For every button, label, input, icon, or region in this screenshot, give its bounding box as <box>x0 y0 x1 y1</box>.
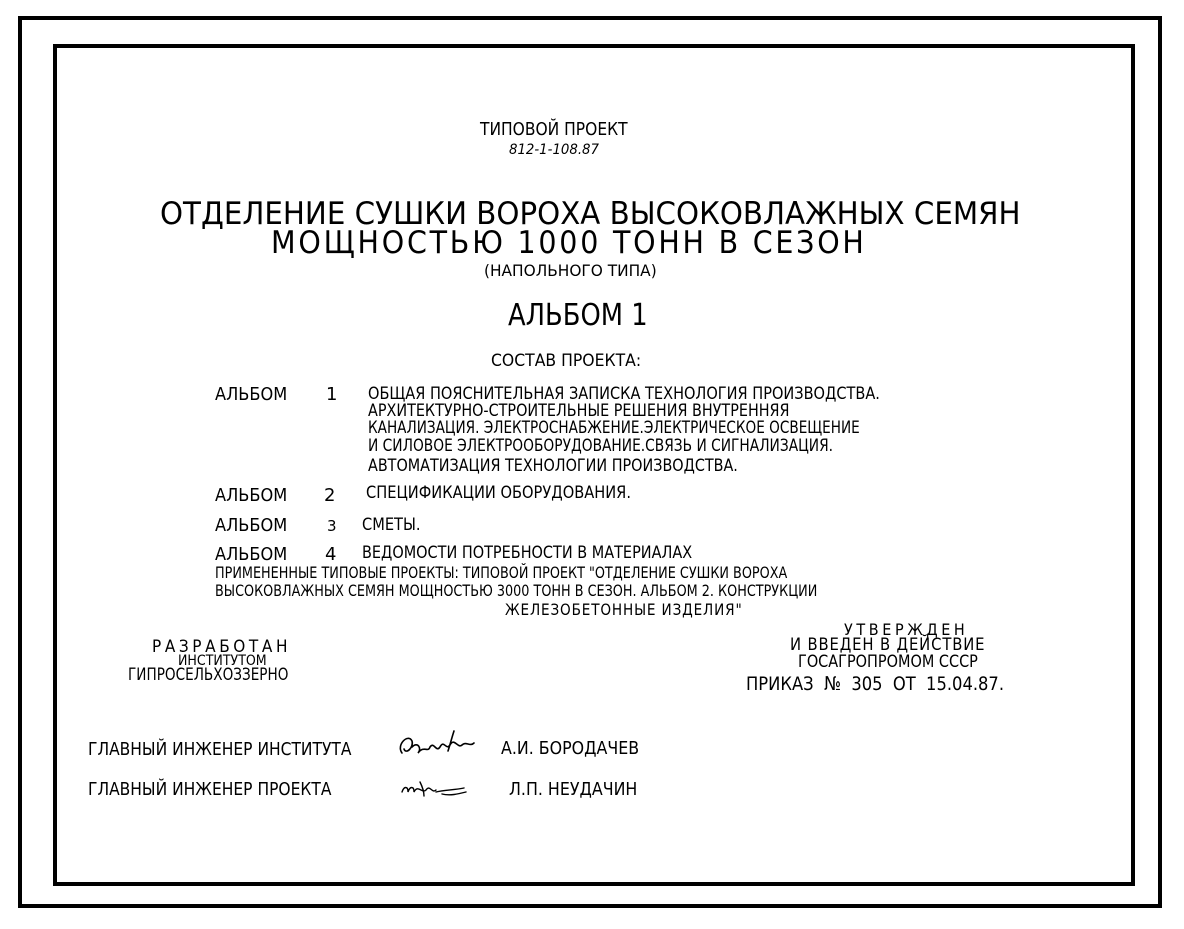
developed-line-2: ИНСТИТУТОМ <box>178 653 267 669</box>
album-1-line-1: ОБЩАЯ ПОЯСНИТЕЛЬНАЯ ЗАПИСКА ТЕХНОЛОГИЯ ПРОИЗВОДСТВА. <box>368 384 880 404</box>
approved-line-3: ГОСАГРОПРОМОМ СССР <box>798 652 978 672</box>
album-2-line-1: СПЕЦИФИКАЦИИ ОБОРУДОВАНИЯ. <box>366 483 631 503</box>
signature-role-2: ГЛАВНЫЙ ИНЖЕНЕР ПРОЕКТА <box>88 779 332 800</box>
applied-projects-line-1: ПРИМЕНЕННЫЕ ТИПОВЫЕ ПРОЕКТЫ: ТИПОВОЙ ПРОЕКТ "ОТДЕЛЕНИЕ СУШКИ ВОРОХА <box>215 563 788 582</box>
album-3-line-1: СМЕТЫ. <box>362 515 421 535</box>
signature-name-2: Л.П. НЕУДАЧИН <box>509 779 638 800</box>
album-1-line-2: АРХИТЕКТУРНО-СТРОИТЕЛЬНЫЕ РЕШЕНИЯ ВНУТРЕННЯЯ <box>368 401 790 421</box>
album-3-label: АЛЬБОМ <box>215 515 288 536</box>
album-4-number: 4 <box>325 544 337 565</box>
approved-line-4: ПРИКАЗ № 305 ОТ 15.04.87. <box>746 673 1005 695</box>
album-4-line-1: ВЕДОМОСТИ ПОТРЕБНОСТИ В МАТЕРИАЛАХ <box>362 543 693 563</box>
album-1-label: АЛЬБОМ <box>215 384 288 405</box>
album-title: АЛЬБОМ 1 <box>508 298 648 333</box>
album-1-line-5: АВТОМАТИЗАЦИЯ ТЕХНОЛОГИИ ПРОИЗВОДСТВА. <box>368 456 738 476</box>
composition-heading: СОСТАВ ПРОЕКТА: <box>491 351 642 371</box>
album-1-line-4: И СИЛОВОЕ ЭЛЕКТРООБОРУДОВАНИЕ.СВЯЗЬ И СИГНАЛИЗАЦИЯ. <box>368 436 834 456</box>
developed-line-1: РАЗРАБОТАН <box>152 637 292 657</box>
title-line-1: ОТДЕЛЕНИЕ СУШКИ ВОРОХА ВЫСОКОВЛАЖНЫХ СЕМЯН <box>160 196 1021 232</box>
album-1-number: 1 <box>326 384 338 405</box>
signature-scribble-2 <box>398 776 470 802</box>
signature-scribble-1 <box>394 727 476 765</box>
signature-name-1: А.И. БОРОДАЧЕВ <box>501 738 640 759</box>
title-subtitle: (НАПОЛЬНОГО ТИПА) <box>484 261 657 280</box>
album-2-label: АЛЬБОМ <box>215 485 288 506</box>
album-3-number: 3 <box>327 517 337 535</box>
album-2-number: 2 <box>324 485 336 506</box>
album-1-line-3: КАНАЛИЗАЦИЯ. ЭЛЕКТРОСНАБЖЕНИЕ.ЭЛЕКТРИЧЕСКОЕ ОСВЕЩЕНИЕ <box>368 418 860 438</box>
approved-line-2: И ВВЕДЕН В ДЕЙСТВИЕ <box>790 635 986 655</box>
developed-line-3: ГИПРОСЕЛЬХОЗЗЕРНО <box>128 665 289 685</box>
signature-role-1: ГЛАВНЫЙ ИНЖЕНЕР ИНСТИТУТА <box>88 739 352 760</box>
project-number: 812-1-108.87 <box>509 142 599 158</box>
applied-projects-line-3: ЖЕЛЕЗОБЕТОННЫЕ ИЗДЕЛИЯ" <box>505 600 743 619</box>
applied-projects-line-2: ВЫСОКОВЛАЖНЫХ СЕМЯН МОЩНОСТЬЮ 3000 ТОНН В СЕЗОН. АЛЬБОМ 2. КОНСТРУКЦИИ <box>215 581 818 600</box>
title-line-2: МОЩНОСТЬЮ 1000 ТОНН В СЕЗОН <box>271 225 867 261</box>
album-4-label: АЛЬБОМ <box>215 544 288 565</box>
project-type: ТИПОВОЙ ПРОЕКТ <box>480 119 628 140</box>
approved-line-1: УТВЕРЖДЕН <box>844 620 969 639</box>
